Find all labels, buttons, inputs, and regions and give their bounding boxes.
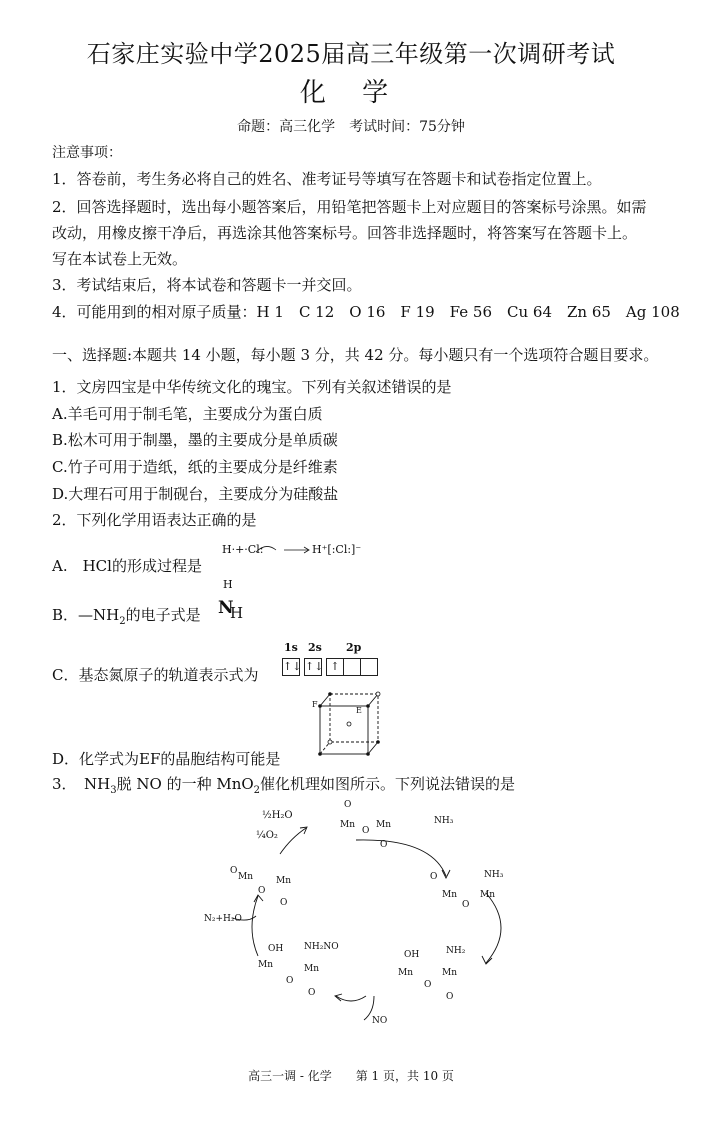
bridge-oxygen: O [462,900,470,910]
mn-atom: Mn [276,876,292,886]
q3-stem-mid: 脱 NO 的一种 MnO [116,775,254,793]
mn-atom: Mn [258,960,274,970]
q1-option-d: D.大理石可用于制砚台，主要成分为硅酸盐 [52,485,339,503]
cycle-arrow-5 [280,828,306,854]
nh2-top-h: H [223,578,233,591]
orbital-label-1s: 1s [284,641,298,654]
q2-option-c: C．基态氮原子的轨道表示式为 [52,666,259,684]
cycle-arrow-1 [356,840,446,876]
note-item: 2．回答选择题时，选出每小题答案后，用铅笔把答题卡上对应题目的答案标号涂黑。如需 [52,198,647,216]
note-item: 1．答卷前，考生务必将自己的姓名、准考证号等填写在答题卡和试卷指定位置上。 [52,170,602,188]
q3-stem-sub2: 2 [253,785,261,796]
note-item: 3．考试结束后，将本试卷和答题卡一并交回。 [52,276,362,294]
bridge-oxygen: O [258,886,266,896]
mn-oxygen: O [446,992,454,1002]
mn-atom: Mn [480,890,496,900]
nh2-right-h: H [230,604,244,622]
cell-label-f: F [312,700,318,709]
subject-title: 化 学 [299,78,403,108]
exam-meta: 命题：高三化学 考试时间：75分钟 [237,119,465,135]
bridge-oxygen: O [286,976,294,986]
mn-oxygen: O [308,988,316,998]
orbital-label-2s: 2s [308,641,322,654]
mn-atom: Mn [442,890,458,900]
nh2no-label: NH₂NO [304,942,339,952]
note-item: 4．可能用到的相对原子质量：H 1 C 12 O 16 F 19 Fe 56 Cu 64 Zn 65 Ag 108 [52,303,680,321]
q1-option-b: B.松木可用于制墨，墨的主要成分是单质碳 [52,431,338,449]
quarter-oxygen-label: ¼O₂ [256,830,278,841]
q3-stem-sub1: 3 [110,785,117,796]
crystal-cell-diagram [308,688,384,760]
orbital-box-1s: ↑↓ [282,658,300,676]
hcl-formation-right: H⁺[:Cl:]⁻ [312,543,362,556]
question-2-stem: 2．下列化学用语表达正确的是 [52,511,257,529]
cell-label-e: E [356,706,362,715]
q3-stem-prefix: 3． NH [52,775,111,793]
orbital-label-2p: 2p [346,641,362,654]
note-item: 改动，用橡皮擦干净后，再选涂其他答案标号。回答非选择题时，将答案写在答题卡上。 [52,224,638,242]
cycle-arrow-2 [486,893,501,963]
q2-b-sub: 2 [119,616,126,627]
bridge-oxygen: O [424,980,432,990]
mn-oxygen: O [280,898,288,908]
mn-oxygen: O [380,840,388,850]
note-item: 写在本试卷上无效。 [52,250,188,268]
notes-heading: 注意事项： [52,145,122,161]
mn-atom: Mn [442,968,458,978]
nh3-reactant-label: NH₃ [434,816,454,826]
mn-atom: Mn [398,968,414,978]
q3-stem-suffix: 催化机理如图所示。下列说法错误的是 [260,775,516,793]
hydroxyl-label: OH [404,950,420,960]
cycle-arrow-4 [252,896,258,956]
q2-option-d: D．化学式为EF的晶胞结构可能是 [52,750,281,768]
no-reactant-label: NO [372,1016,388,1026]
orbital-box-2p: ↑ [326,658,344,676]
bound-nh3-label: NH₃ [484,870,504,880]
q1-option-c: C.竹子可用于造纸，纸的主要成分是纤维素 [52,458,338,476]
mn-oxygen: O [230,866,238,876]
hcl-formation-left: H·+·Cl: [222,543,264,556]
q2-b-prefix: B．—NH [52,606,120,624]
mn-atom: Mn [376,820,392,830]
mn-atom: Mn [304,964,320,974]
q2-option-a: A. HCl的形成过程是 [52,557,202,575]
mn-atom: Mn [238,872,254,882]
hydroxyl-label: OH [268,944,284,954]
q2-option-b [52,604,201,627]
nh2-n-symbol: N [218,598,234,618]
exam-title: 石家庄实验中学2025届高三年级第一次调研考试 [86,40,616,68]
page-footer: 高三一调 - 化学 第 1 页，共 10 页 [248,1069,454,1083]
orbital-box-2s: ↑↓ [304,658,322,676]
nh2-label: NH₂ [446,946,466,956]
q1-option-a: A.羊毛可用于制毛笔，主要成分为蛋白质 [52,405,323,423]
question-3-stem [52,773,515,796]
mn-atom: Mn [340,820,356,830]
mn-oxygen: O [344,800,352,810]
orbital-box-2p [360,658,378,676]
q2-b-suffix: 的电子式是 [125,606,201,624]
half-water-label: ½H₂O [262,810,293,821]
orbital-diagram [282,656,377,676]
mn-oxygen: O [430,872,438,882]
bridge-oxygen: O [362,826,370,836]
n2-water-product-label: N₂+H₂O [204,914,242,924]
reaction-arrow-icon [254,542,314,556]
section-heading: 一、选择题:本题共 14 小题，每小题 3 分，共 42 分。每小题只有一个选项符合题目要求。 [52,346,659,364]
catalytic-cycle-diagram [196,798,526,1038]
question-1-stem: 1．文房四宝是中华传统文化的瑰宝。下列有关叙述错误的是 [52,378,452,396]
orbital-box-2p [343,658,361,676]
